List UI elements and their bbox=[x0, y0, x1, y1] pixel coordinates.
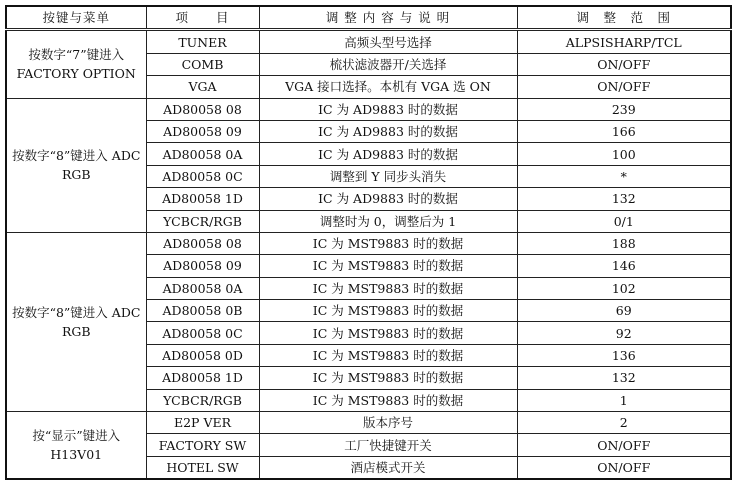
range-cell: 239 bbox=[517, 98, 731, 120]
item-cell: TUNER bbox=[146, 30, 259, 53]
range-cell: 166 bbox=[517, 120, 731, 142]
range-cell: 100 bbox=[517, 143, 731, 165]
item-cell: COMB bbox=[146, 53, 259, 75]
description-cell: IC 为 MST9883 时的数据 bbox=[259, 389, 517, 411]
description-cell: IC 为 MST9883 时的数据 bbox=[259, 300, 517, 322]
range-cell: ON/OFF bbox=[517, 434, 731, 456]
description-cell: 版本序号 bbox=[259, 412, 517, 434]
range-cell: ON/OFF bbox=[517, 456, 731, 479]
item-cell: YCBCR/RGB bbox=[146, 389, 259, 411]
description-cell: IC 为 MST9883 时的数据 bbox=[259, 367, 517, 389]
header-row bbox=[6, 6, 731, 30]
description-cell: 酒店模式开关 bbox=[259, 456, 517, 479]
range-cell: 92 bbox=[517, 322, 731, 344]
range-cell: 132 bbox=[517, 188, 731, 210]
header-item: 项 目 bbox=[146, 6, 259, 30]
table-row bbox=[6, 98, 731, 120]
group-label: 按数字“7”键进入 FACTORY OPTION bbox=[6, 30, 146, 98]
range-cell: 69 bbox=[517, 300, 731, 322]
item-cell: AD80058 0D bbox=[146, 344, 259, 366]
group-label: 按数字“8”键进入 ADC RGB bbox=[6, 98, 146, 232]
table-row bbox=[6, 30, 731, 53]
range-cell: 0/1 bbox=[517, 210, 731, 232]
range-cell: 2 bbox=[517, 412, 731, 434]
range-cell: ON/OFF bbox=[517, 53, 731, 75]
group-label: 按“显示”键进入 H13V01 bbox=[6, 412, 146, 480]
item-cell: AD80058 09 bbox=[146, 255, 259, 277]
description-cell: IC 为 MST9883 时的数据 bbox=[259, 344, 517, 366]
description-cell: 工厂快捷键开关 bbox=[259, 434, 517, 456]
range-cell: 136 bbox=[517, 344, 731, 366]
item-cell: VGA bbox=[146, 76, 259, 98]
item-cell: AD80058 1D bbox=[146, 367, 259, 389]
description-cell: IC 为 MST9883 时的数据 bbox=[259, 322, 517, 344]
description-cell: 梳状滤波器开/关选择 bbox=[259, 53, 517, 75]
range-cell: 1 bbox=[517, 389, 731, 411]
item-cell: AD80058 0B bbox=[146, 300, 259, 322]
item-cell: AD80058 0C bbox=[146, 165, 259, 187]
item-cell: E2P VER bbox=[146, 412, 259, 434]
description-cell: IC 为 MST9883 时的数据 bbox=[259, 255, 517, 277]
table-body bbox=[6, 30, 731, 479]
item-cell: AD80058 0A bbox=[146, 143, 259, 165]
range-cell: 102 bbox=[517, 277, 731, 299]
table-row bbox=[6, 232, 731, 254]
description-cell: IC 为 AD9883 时的数据 bbox=[259, 98, 517, 120]
item-cell: AD80058 0C bbox=[146, 322, 259, 344]
description-cell: VGA 接口选择。本机有 VGA 选 ON bbox=[259, 76, 517, 98]
factory-menu-table-container bbox=[5, 5, 730, 483]
description-cell: IC 为 AD9883 时的数据 bbox=[259, 143, 517, 165]
item-cell: AD80058 08 bbox=[146, 232, 259, 254]
range-cell: ALPSISHARP/TCL bbox=[517, 30, 731, 53]
description-cell: IC 为 MST9883 时的数据 bbox=[259, 277, 517, 299]
description-cell: 调整时为 0，调整后为 1 bbox=[259, 210, 517, 232]
item-cell: HOTEL SW bbox=[146, 456, 259, 479]
range-cell: 146 bbox=[517, 255, 731, 277]
header-key-menu: 按键与菜单 bbox=[6, 6, 146, 30]
range-cell: * bbox=[517, 165, 731, 187]
range-cell: 132 bbox=[517, 367, 731, 389]
table-row bbox=[6, 412, 731, 434]
description-cell: IC 为 MST9883 时的数据 bbox=[259, 232, 517, 254]
header-range: 调 整 范 围 bbox=[517, 6, 731, 30]
range-cell: ON/OFF bbox=[517, 76, 731, 98]
item-cell: YCBCR/RGB bbox=[146, 210, 259, 232]
description-cell: IC 为 AD9883 时的数据 bbox=[259, 120, 517, 142]
item-cell: AD80058 09 bbox=[146, 120, 259, 142]
header-description: 调 整 内 容 与 说 明 bbox=[259, 6, 517, 30]
factory-menu-table bbox=[5, 5, 732, 480]
group-label: 按数字“8”键进入 ADC RGB bbox=[6, 232, 146, 411]
description-cell: IC 为 AD9883 时的数据 bbox=[259, 188, 517, 210]
description-cell: 高频头型号选择 bbox=[259, 30, 517, 53]
item-cell: AD80058 1D bbox=[146, 188, 259, 210]
item-cell: AD80058 08 bbox=[146, 98, 259, 120]
range-cell: 188 bbox=[517, 232, 731, 254]
item-cell: FACTORY SW bbox=[146, 434, 259, 456]
item-cell: AD80058 0A bbox=[146, 277, 259, 299]
description-cell: 调整到 Y 同步头消失 bbox=[259, 165, 517, 187]
